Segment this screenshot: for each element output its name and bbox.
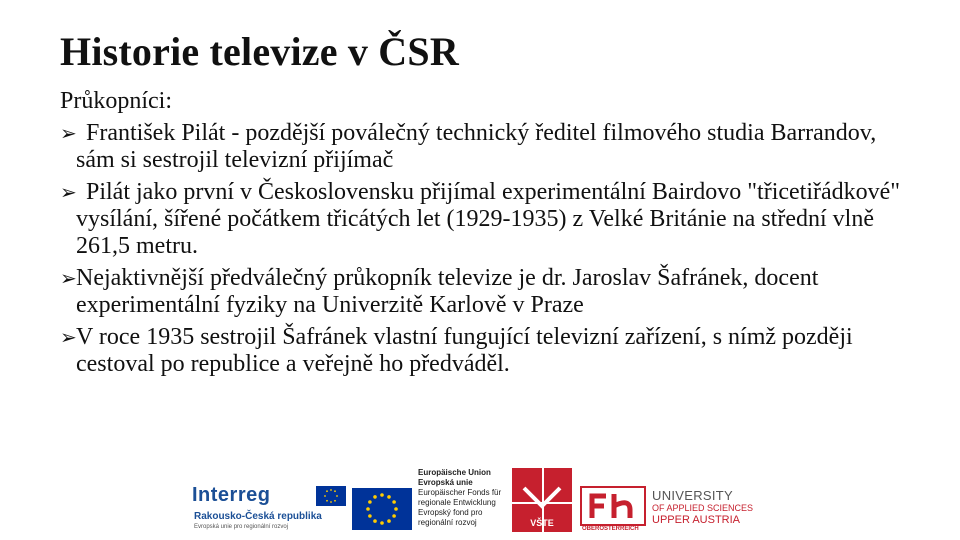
interreg-wordmark: Interreg (192, 484, 271, 506)
fh-label: OBERÖSTERREICH (582, 526, 639, 532)
list-item (60, 120, 920, 174)
slide-body (60, 88, 920, 383)
interreg-tagline: Evropská unie pro regionální rozvoj (194, 524, 289, 530)
eu-text-line: Europäische Union (418, 468, 491, 477)
eu-text-line: Evropský fond pro regionální rozvoj (418, 508, 483, 527)
bullet-text: Nejaktivnější předválečný průkopník televize je dr. Jaroslav Šafránek, docent experimentální fyziky na Univerzitě Karlově v Praze (76, 265, 819, 318)
slide-title: Historie televize v ČSR (60, 29, 459, 74)
vste-wordmark: VŠTE (530, 518, 554, 528)
arrow-bullet-icon: ➢ (60, 180, 77, 204)
partner-logos (0, 462, 960, 540)
eu-flag-small-icon (316, 486, 346, 506)
eu-flag-icon (352, 488, 412, 530)
list-item (60, 179, 920, 260)
eu-funding-text (418, 468, 510, 528)
vste-logo-icon (510, 468, 574, 538)
university-upper-austria-logo (652, 490, 752, 526)
eu-text-line: Evropská unie (418, 478, 473, 487)
interreg-subtitle: Rakousko-Česká republika (194, 511, 322, 522)
intro-text: Průkopníci: (60, 88, 172, 114)
eu-text-line: Europäischer Fonds für regionale Entwicklung (418, 488, 502, 507)
bullet-list (60, 120, 920, 378)
fh-logo-icon (580, 486, 646, 526)
university-line: OF APPLIED SCIENCES (652, 503, 754, 513)
bullet-text: V roce 1935 sestrojil Šafránek vlastní fungující televizní zařízení, s nímž později cestoval po republice a veřejně ho předváděl. (76, 324, 853, 377)
list-item (60, 324, 920, 378)
university-line: UPPER AUSTRIA (652, 514, 741, 526)
arrow-bullet-icon: ➢ (60, 325, 77, 349)
university-line: UNIVERSITY (652, 488, 734, 503)
arrow-bullet-icon: ➢ (60, 266, 77, 290)
bullet-text: Pilát jako první v Československu přijímal experimentální Bairdovo "třicetiřádkové" vysílání, šířené počátkem třicátých let (1929-1935) z Velké Británie na střední vlně 261,5 metru. (76, 179, 901, 259)
bullet-text: František Pilát - pozdější poválečný technický ředitel filmového studia Barrandov, sám si sestrojil televizní přijímač (76, 120, 877, 173)
list-item (60, 265, 920, 319)
arrow-bullet-icon: ➢ (60, 121, 77, 145)
